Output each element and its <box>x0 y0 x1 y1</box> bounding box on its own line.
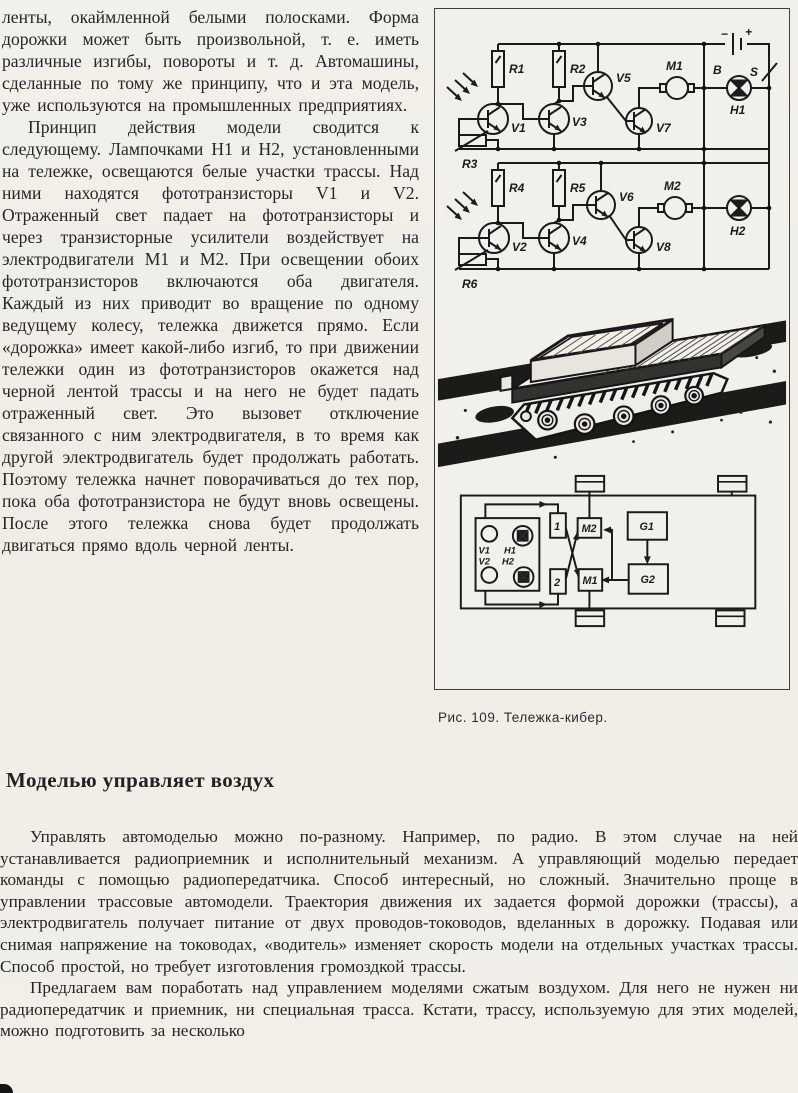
label-v2: V2 <box>512 240 527 254</box>
label-v7: V7 <box>656 121 671 135</box>
bd-label-g2: G2 <box>640 573 655 586</box>
paragraph-track-description: ленты, окаймленной белыми полосками. Форма дорожки может быть произвольной, т. е. иметь различные изгибы, повороты и т. д. Автомашины, сделанные по тому же принципу, что и эта модель, уже используются на промышленных предприятиях. <box>2 7 419 115</box>
scan-artifact <box>0 1084 13 1093</box>
bd-label-h2: H2 <box>502 556 514 567</box>
label-r5: R5 <box>570 181 586 195</box>
label-v1: V1 <box>511 121 526 135</box>
label-switch: S <box>750 65 759 79</box>
bd-label-h1: H1 <box>504 545 516 556</box>
battery-icon <box>733 33 741 55</box>
label-v8: V8 <box>656 240 671 254</box>
amplifier-blocks <box>550 513 566 593</box>
label-r6: R6 <box>462 277 478 291</box>
schematic-labels <box>462 25 758 291</box>
sensor-lamp-block <box>476 518 540 591</box>
label-r2: R2 <box>570 62 586 76</box>
circuit-schematic <box>435 9 789 295</box>
label-r3: R3 <box>462 157 478 171</box>
bd-label-v2: V2 <box>478 556 490 567</box>
label-v4: V4 <box>572 234 587 248</box>
figure-caption: Рис. 109. Тележка-кибер. <box>438 710 608 725</box>
wires <box>459 44 769 269</box>
section-heading: Моделью управляет воздух <box>6 768 275 792</box>
label-v5: V5 <box>616 71 631 85</box>
bd-label-amp2: 2 <box>554 576 561 589</box>
label-v3: V3 <box>572 115 587 129</box>
bd-label-v1: V1 <box>478 545 490 556</box>
paragraph-control-methods: Управлять автомоделью можно по-разному. Например, по радио. В этом случае на ней устанавливается радиоприемник и исполнительный механизм. А управляющий моделью передает команды с помощью радиопередатчика. Способ интересный, но сложный. Значительно проще в управлении трассовые автомодели. Траектория движения их задается формой дорожки (трассы), а электродвигатель получает питание от двух проводов-тоководов, вделанных в дорожку. Подавая или снимая напряжение на тоководах, «водитель» изменяет скорость модели на отдельных участках трассы. Способ простой, но требует изготовления громоздкой трассы. <box>0 827 798 976</box>
bd-label-g1: G1 <box>639 520 654 533</box>
label-m2: M2 <box>664 179 681 193</box>
paragraph-operating-principle: Принцип действия модели сводится к следующему. Лампочками H1 и H2, установленными на тележке, освещаются белые участки трассы. Над ними находятся фототранзисторы V1 и V2. Отраженный свет падает на фототранзисторы и через транзисторные усилители воздействует на электродвигатели M1 и M2. При освещении обоих фототранзисторов включаются оба двигателя. Каждый из них приводит во вращение по одному ведущему колесу, тележка движется прямо. Если «дорожка» имеет какой-либо изгиб, то при движении тележки один из фототранзисторов окажется над черной лентой трассы и на него не будет падать отраженный свет. Это вызовет отключение связанного с ним электродвигателя, в то время как другой электродвигатель будет продолжать работать. Поэтому тележка начнет поворачиваться до тех пор, пока оба фототранзистора не будут вновь освещены. После этого тележка снова будет продолжать двигаться прямо вдоль черной ленты. <box>2 117 419 555</box>
label-battery: B <box>713 63 722 77</box>
cart-illustration <box>435 295 789 471</box>
chassis-block-diagram <box>435 471 789 685</box>
motor-blocks <box>578 518 603 591</box>
wheels <box>576 476 747 626</box>
label-r1: R1 <box>509 62 525 76</box>
left-column <box>2 6 419 556</box>
label-r4: R4 <box>509 181 525 195</box>
label-plus: + <box>745 25 753 39</box>
bd-label-m1: M1 <box>582 574 598 587</box>
paragraph-compressed-air: Предлагаем вам поработать над управлением моделями сжатым воздухом. Для него не нужен ни радиопередатчик и приемник, ни специальная трасса. Кстати, трассу, используемую для этих моделей, можно подготовить за несколько <box>0 978 798 1041</box>
label-h1: H1 <box>730 103 746 117</box>
label-v6: V6 <box>619 190 634 204</box>
bd-label-m2: M2 <box>581 522 597 535</box>
bottom-section <box>0 826 798 1042</box>
bd-label-amp1: 1 <box>554 520 561 533</box>
figure-109 <box>434 8 790 690</box>
label-h2: H2 <box>730 224 746 238</box>
label-m1: M1 <box>666 59 683 73</box>
label-minus: − <box>721 27 729 41</box>
